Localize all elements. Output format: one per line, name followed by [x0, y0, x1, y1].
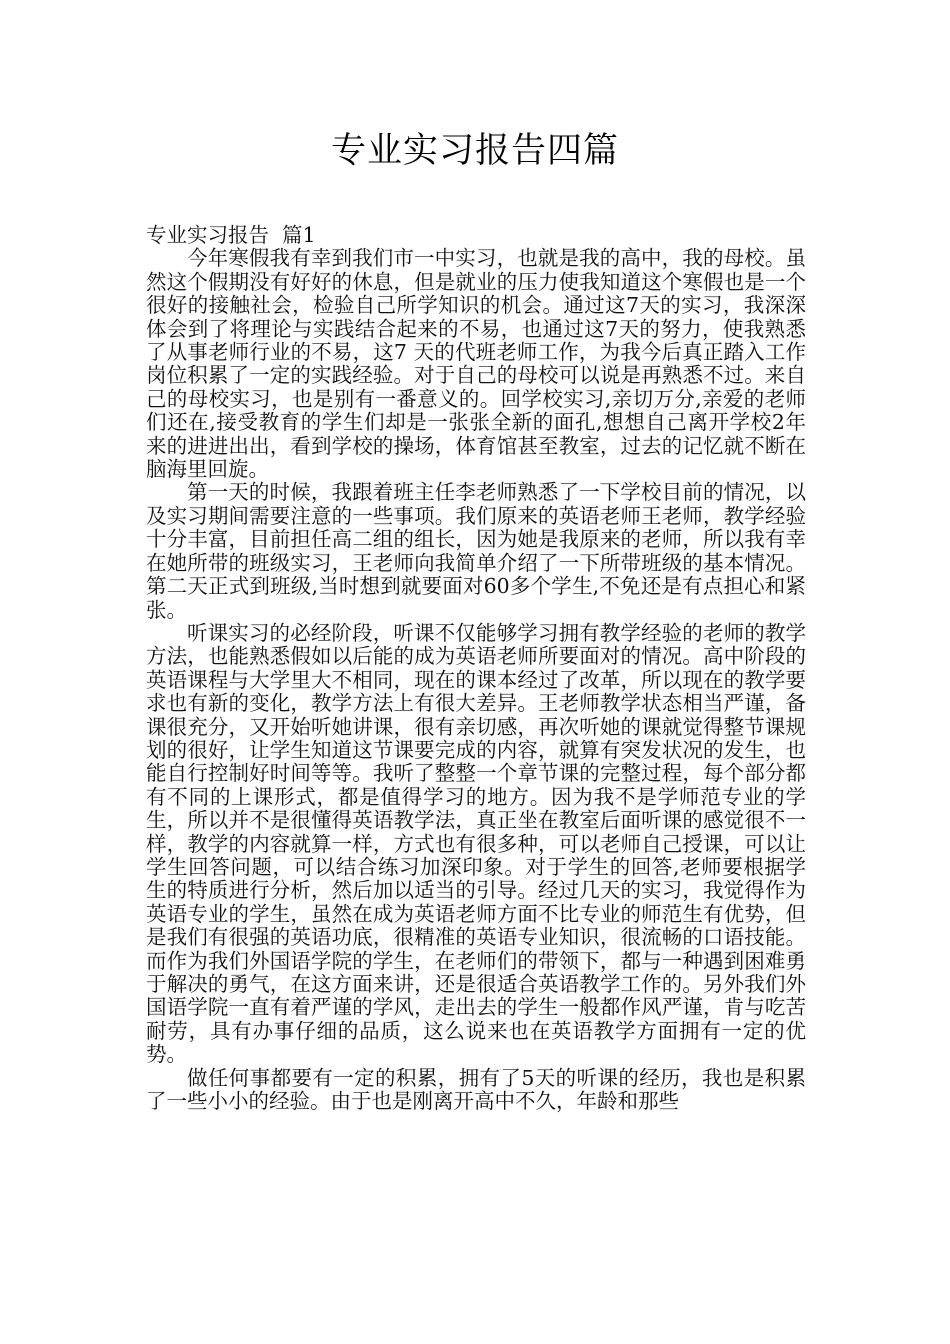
document-title: 专业实习报告四篇 [330, 131, 619, 171]
paragraph-2: 第一天的时候，我跟着班主任李老师熟悉了一下学校目前的情况，以及实习期间需要注意的一些事项。我们原来的英语老师王老师，教学经验十分丰富，目前担任高二组的组长，因为她是我原来的老师，所以我有幸在她所带的班级实习，王老师向我简单介绍了一下所带班级的基本情况。第二天正式到班级,当时想到就要面对60多个学生,不免还是有点担心和紧张。 [146, 480, 806, 622]
paragraph-3: 听课实习的必经阶段，听课不仅能够学习拥有教学经验的老师的教学方法，也能熟悉假如以后能的成为英语老师所要面对的情况。高中阶段的英语课程与大学里大不相同，现在的课本经过了改革，所以现在的教学要求也有新的变化，教学方法上有很大差异。王老师教学状态相当严谨，备课很充分，又开始听她讲课，很有亲切感，再次听她的课就觉得整节课规划的很好，让学生知道这节课要完成的内容，就算有突发状况的发生，也能自行控制好时间等等。我听了整整一个章节课的完整过程，每个部分都有不同的上课形式，都是值得学习的地方。因为我不是学师范专业的学生，所以并不是很懂得英语教学法，真正坐在教室后面听课的感觉很不一样，教学的内容就算一样，方式也有很多种，可以老师自己授课，可以让学生回答问题，可以结合练习加深印象。对于学生的回答,老师要根据学生的特质进行分析，然后加以适当的引导。经过几天的实习，我觉得作为英语专业的学生，虽然在成为英语老师方面不比专业的师范生有优势，但是我们有很强的英语功底，很精准的英语专业知识，很流畅的口语技能。而作为我们外国语学院的学生，在老师们的带领下，都与一种遇到困难勇于解决的勇气，在这方面来讲，还是很适合英语教学工作的。另外我们外国语学院一直有着严谨的学风，走出去的学生一般都作风严谨，肯与吃苦耐劳，具有办事仔细的品质，这么说来也在英语教学方面拥有一定的优势。 [146, 620, 806, 1067]
paragraph-4: 做任何事都要有一定的积累，拥有了5天的听课的经历，我也是积累了一些小小的经验。由于也是刚离开高中不久，年龄和那些 [146, 1065, 806, 1114]
paragraph-1: 今年寒假我有幸到我们市一中实习，也就是我的高中，我的母校。虽然这个假期没有好好的休息，但是就业的压力使我知道这个寒假也是一个很好的接触社会，检验自己所学知识的机会。通过这7天的实习，我深深体会到了将理论与实践结合起来的不易，也通过这7天的努力，使我熟悉了从事老师行业的不易，这7 天的代班老师工作，为我今后真正踏入工作岗位积累了一定的实践经验。对于自己的母校可以说是再熟悉不过。来自己的母校实习，也是别有一番意义的。回学校实习,亲切万分,亲爱的老师们还在,接受教育的学生们却是一张张全新的面孔,想想自己离开学校2年来的进进出出，看到学校的操场，体育馆甚至教室，过去的记忆就不断在脑海里回旋。 [146, 246, 806, 482]
document-body [146, 224, 806, 1113]
section-heading: 专业实习报告 篇1 [146, 223, 316, 247]
